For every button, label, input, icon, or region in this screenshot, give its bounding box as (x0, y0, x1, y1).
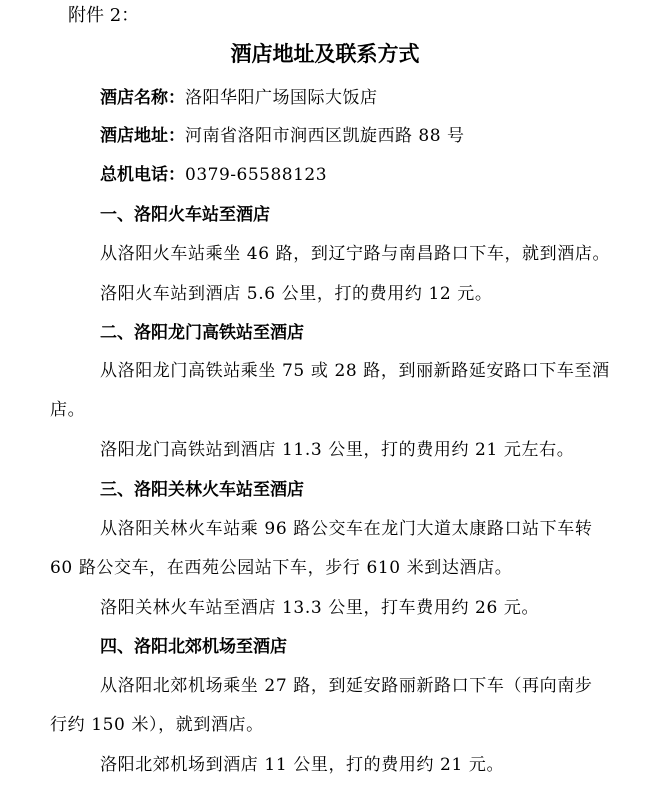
section-line: 店。 (50, 400, 86, 420)
section-line: 洛阳北郊机场到酒店 11 公里，打的费用约 21 元。 (100, 755, 505, 775)
section-line: 从洛阳北郊机场乘坐 27 路，到延安路丽新路口下车（再向南步 (100, 676, 593, 696)
hotel-address-value: 河南省洛阳市涧西区凯旋西路 88 号 (185, 126, 465, 146)
section-line: 从洛阳龙门高铁站乘坐 75 或 28 路，到丽新路延安路口下车至酒 (100, 361, 610, 381)
hotel-name-row (100, 88, 378, 108)
attachment-label: 附件 2： (68, 5, 140, 26)
section-heading-guanlin-station: 三、洛阳关林火车站至酒店 (100, 480, 304, 500)
section-line: 洛阳火车站到酒店 5.6 公里，打的费用约 12 元。 (100, 284, 493, 304)
section-heading-longmen-station: 二、洛阳龙门高铁站至酒店 (100, 323, 304, 343)
section-line: 从洛阳火车站乘坐 46 路，到辽宁路与南昌路口下车，就到酒店。 (100, 244, 611, 264)
hotel-name-value: 洛阳华阳广场国际大饭店 (185, 88, 378, 108)
hotel-phone-label: 总机电话： (100, 165, 185, 185)
section-line: 洛阳龙门高铁站到酒店 11.3 公里，打的费用约 21 元左右。 (100, 440, 575, 460)
section-heading-railway-station: 一、洛阳火车站至酒店 (100, 205, 270, 225)
section-line: 洛阳关林火车站至酒店 13.3 公里，打车费用约 26 元。 (100, 598, 540, 618)
hotel-address-label: 酒店地址： (100, 126, 185, 146)
page-title: 酒店地址及联系方式 (230, 41, 420, 66)
section-line: 从洛阳关林火车站乘 96 路公交车在龙门大道太康路口站下车转 (100, 519, 593, 539)
hotel-phone-value: 0379-65588123 (185, 165, 328, 185)
hotel-address-row (100, 126, 464, 146)
hotel-phone-row (100, 165, 327, 185)
hotel-name-label: 酒店名称： (100, 88, 185, 108)
section-line: 60 路公交车，在西苑公园站下车，步行 610 米到达酒店。 (50, 558, 513, 578)
section-line: 行约 150 米），就到酒店。 (50, 715, 264, 735)
section-heading-beijiao-airport: 四、洛阳北郊机场至酒店 (100, 637, 287, 657)
